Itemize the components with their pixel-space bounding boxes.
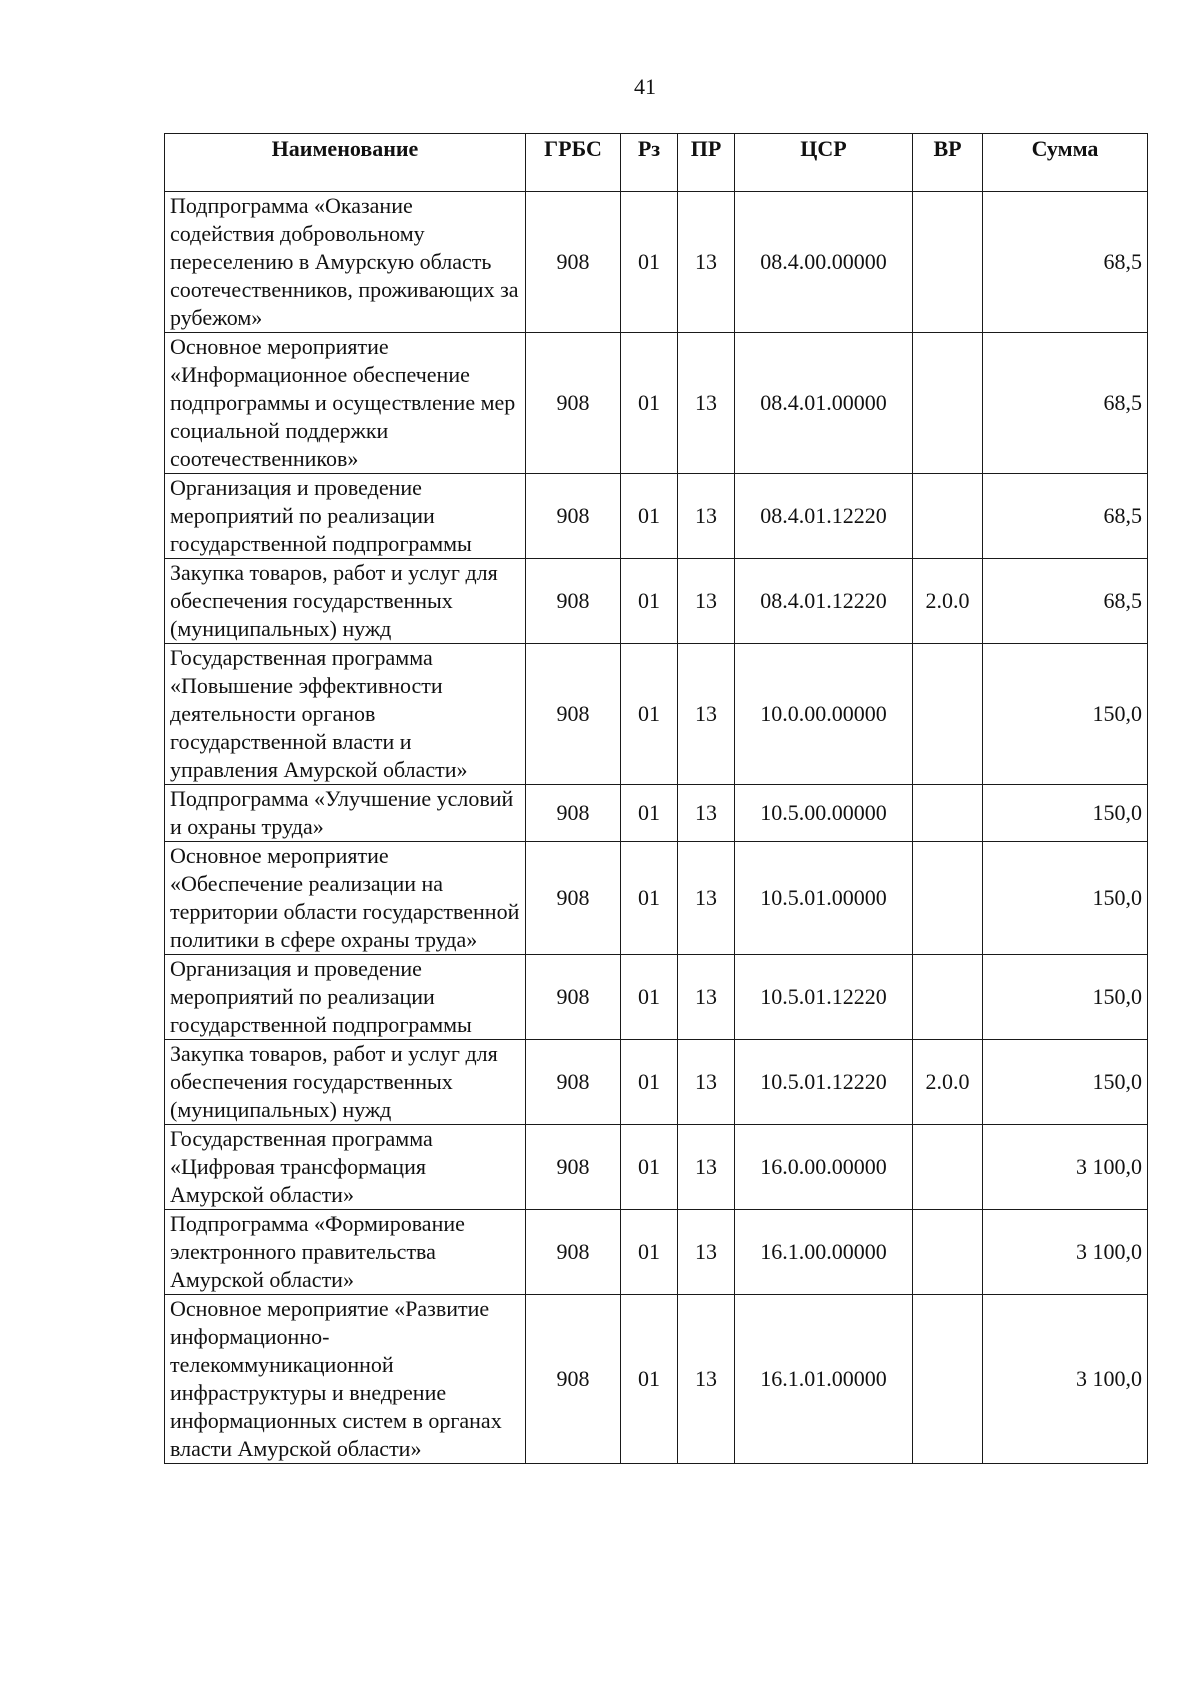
cell-pr: 13	[678, 785, 735, 842]
cell-vr	[913, 1125, 983, 1210]
cell-csr: 10.5.01.12220	[735, 955, 913, 1040]
cell-vr: 2.0.0	[913, 1040, 983, 1125]
cell-grbs: 908	[526, 559, 621, 644]
cell-grbs: 908	[526, 1125, 621, 1210]
cell-name: Закупка товаров, работ и услуг для обеспечения государственных (муниципальных) нужд	[165, 1040, 526, 1125]
cell-name: Государственная программа «Повышение эффективности деятельности органов государственной власти и управления Амурской области»	[165, 644, 526, 785]
cell-grbs: 908	[526, 1295, 621, 1464]
budget-table	[164, 133, 1148, 1464]
cell-csr: 10.0.00.00000	[735, 644, 913, 785]
cell-sum: 3 100,0	[983, 1210, 1148, 1295]
cell-pr: 13	[678, 1295, 735, 1464]
cell-vr	[913, 333, 983, 474]
cell-name: Организация и проведение мероприятий по реализации государственной подпрограммы	[165, 474, 526, 559]
cell-pr: 13	[678, 1040, 735, 1125]
cell-pr: 13	[678, 1210, 735, 1295]
cell-pr: 13	[678, 1125, 735, 1210]
cell-pr: 13	[678, 842, 735, 955]
header-rz: Рз	[621, 134, 678, 192]
cell-vr	[913, 842, 983, 955]
cell-sum: 150,0	[983, 955, 1148, 1040]
table-header-row	[165, 134, 1148, 192]
cell-vr	[913, 1210, 983, 1295]
cell-csr: 08.4.01.12220	[735, 559, 913, 644]
cell-sum: 150,0	[983, 1040, 1148, 1125]
cell-grbs: 908	[526, 333, 621, 474]
cell-pr: 13	[678, 644, 735, 785]
cell-rz: 01	[621, 644, 678, 785]
cell-vr	[913, 955, 983, 1040]
table-row	[165, 1210, 1148, 1295]
cell-name: Организация и проведение мероприятий по реализации государственной подпрограммы	[165, 955, 526, 1040]
cell-vr	[913, 192, 983, 333]
cell-vr	[913, 644, 983, 785]
cell-name: Основное мероприятие «Обеспечение реализации на территории области государственной политики в сфере охраны труда»	[165, 842, 526, 955]
cell-csr: 10.5.00.00000	[735, 785, 913, 842]
cell-name: Основное мероприятие «Информационное обеспечение подпрограммы и осуществление мер социальной поддержки соотечественников»	[165, 333, 526, 474]
cell-pr: 13	[678, 955, 735, 1040]
cell-rz: 01	[621, 842, 678, 955]
cell-name: Государственная программа «Цифровая трансформация Амурской области»	[165, 1125, 526, 1210]
cell-rz: 01	[621, 1040, 678, 1125]
cell-pr: 13	[678, 559, 735, 644]
cell-csr: 08.4.01.12220	[735, 474, 913, 559]
cell-csr: 08.4.00.00000	[735, 192, 913, 333]
cell-csr: 16.1.00.00000	[735, 1210, 913, 1295]
cell-grbs: 908	[526, 955, 621, 1040]
cell-pr: 13	[678, 333, 735, 474]
cell-vr	[913, 474, 983, 559]
cell-rz: 01	[621, 955, 678, 1040]
cell-vr	[913, 1295, 983, 1464]
cell-rz: 01	[621, 1295, 678, 1464]
cell-vr: 2.0.0	[913, 559, 983, 644]
cell-rz: 01	[621, 1210, 678, 1295]
header-sum: Сумма	[983, 134, 1148, 192]
cell-sum: 3 100,0	[983, 1125, 1148, 1210]
cell-grbs: 908	[526, 192, 621, 333]
cell-pr: 13	[678, 192, 735, 333]
cell-rz: 01	[621, 192, 678, 333]
cell-sum: 68,5	[983, 333, 1148, 474]
cell-vr	[913, 785, 983, 842]
cell-sum: 150,0	[983, 785, 1148, 842]
header-vr: ВР	[913, 134, 983, 192]
cell-sum: 68,5	[983, 192, 1148, 333]
page-number: 41	[634, 74, 656, 99]
cell-grbs: 908	[526, 1210, 621, 1295]
header-csr: ЦСР	[735, 134, 913, 192]
cell-sum: 68,5	[983, 559, 1148, 644]
table-row	[165, 333, 1148, 474]
table-row	[165, 192, 1148, 333]
header-name: Наименование	[165, 134, 526, 192]
cell-grbs: 908	[526, 474, 621, 559]
cell-csr: 16.0.00.00000	[735, 1125, 913, 1210]
cell-grbs: 908	[526, 842, 621, 955]
table-row	[165, 785, 1148, 842]
cell-csr: 08.4.01.00000	[735, 333, 913, 474]
cell-sum: 150,0	[983, 842, 1148, 955]
table-row	[165, 474, 1148, 559]
table-row	[165, 559, 1148, 644]
cell-name: Подпрограмма «Оказание содействия добровольному переселению в Амурскую область соотечественников, проживающих за рубежом»	[165, 192, 526, 333]
cell-name: Подпрограмма «Улучшение условий и охраны труда»	[165, 785, 526, 842]
table-row	[165, 955, 1148, 1040]
cell-rz: 01	[621, 333, 678, 474]
cell-grbs: 908	[526, 644, 621, 785]
cell-sum: 68,5	[983, 474, 1148, 559]
cell-csr: 16.1.01.00000	[735, 1295, 913, 1464]
cell-rz: 01	[621, 785, 678, 842]
cell-name: Закупка товаров, работ и услуг для обеспечения государственных (муниципальных) нужд	[165, 559, 526, 644]
cell-grbs: 908	[526, 1040, 621, 1125]
cell-pr: 13	[678, 474, 735, 559]
cell-rz: 01	[621, 474, 678, 559]
header-pr: ПР	[678, 134, 735, 192]
cell-rz: 01	[621, 1125, 678, 1210]
cell-sum: 3 100,0	[983, 1295, 1148, 1464]
table-row	[165, 644, 1148, 785]
table-row	[165, 1040, 1148, 1125]
cell-csr: 10.5.01.00000	[735, 842, 913, 955]
cell-name: Подпрограмма «Формирование электронного правительства Амурской области»	[165, 1210, 526, 1295]
cell-name: Основное мероприятие «Развитие информационно-телекоммуникационной инфраструктуры и внедрение информационных систем в органах власти Амурской области»	[165, 1295, 526, 1464]
table-row	[165, 1295, 1148, 1464]
cell-grbs: 908	[526, 785, 621, 842]
cell-rz: 01	[621, 559, 678, 644]
cell-csr: 10.5.01.12220	[735, 1040, 913, 1125]
table-row	[165, 842, 1148, 955]
cell-sum: 150,0	[983, 644, 1148, 785]
header-grbs: ГРБС	[526, 134, 621, 192]
table-row	[165, 1125, 1148, 1210]
